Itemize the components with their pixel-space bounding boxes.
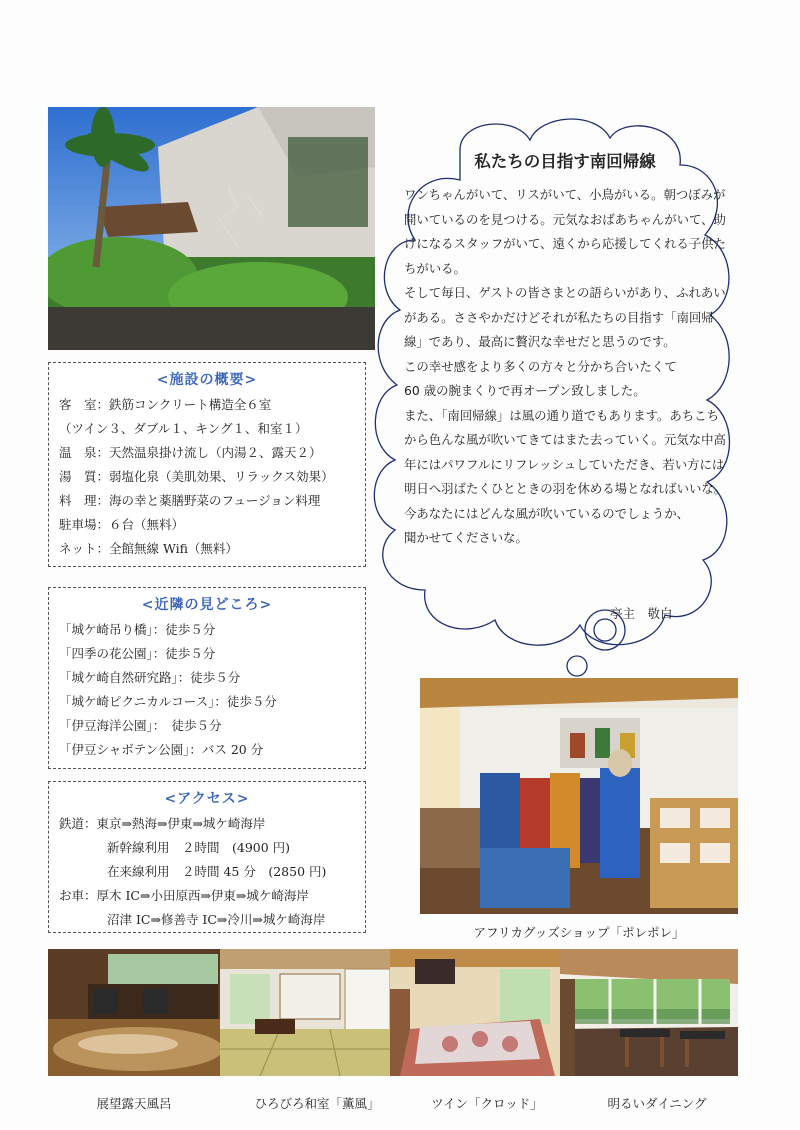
shop-caption: アフリカグッズショップ「ポレポレ」 [473, 925, 685, 940]
message-paragraph: 60 歳の腕まくりで再オープン致しました。 [404, 383, 646, 398]
signature: 亭主 敬白 [610, 606, 673, 621]
sight-row: 「伊豆海洋公園」： 徒歩５分 [59, 718, 222, 733]
sights-box [48, 587, 366, 769]
sight-row: 「伊豆シャボテン公園」：バス 20 分 [59, 742, 264, 757]
facility-row: 料 理：海の幸と薬膳野菜のフュージョン料理 [59, 493, 321, 508]
message-title: 私たちの目指す南回帰線 [474, 152, 656, 171]
dining-caption: 明るいダイニング [607, 1096, 707, 1111]
access-row: お車：厚木 IC⇒小田原西⇒伊東⇒城ケ崎海岸 [59, 888, 309, 903]
facility-row: 湯 質：弱塩化泉（美肌効果、リラックス効果） [59, 469, 334, 484]
access-title: <アクセス> [164, 791, 250, 807]
dining-photo [560, 949, 738, 1076]
message-paragraph: ワンちゃんがいて、リスがいて、小鳥がいる。朝つぼみが開いているのを見つける。元気なおばあちゃんがいて、助けになるスタッフがいて、遠くから応援してくれる子供たちがいる。 [404, 187, 726, 276]
washitsu-caption: ひろびろ和室「薫風」 [254, 1096, 380, 1111]
access-row: 沼津 IC⇒修善寺 IC⇒冷川⇒城ケ崎海岸 [107, 912, 326, 927]
sight-row: 「四季の花公園」：徒歩５分 [59, 646, 216, 661]
message-body [404, 183, 730, 551]
bath-caption: 展望露天風呂 [96, 1096, 172, 1111]
facility-title: <施設の概要> [156, 372, 258, 388]
twin-caption: ツイン「クロッド」 [431, 1096, 543, 1111]
building-photo [48, 107, 375, 350]
message-paragraph: この幸せ感をより多くの方々と分かち合いたくて [404, 358, 677, 374]
facility-row: 温 泉：天然温泉掛け流し（内湯２、露天２） [59, 445, 322, 460]
message-paragraph: 今あなたにはどんな風が吹いているのでしょうか、 [404, 505, 689, 521]
bath-photo [48, 949, 220, 1076]
washitsu-photo [220, 949, 390, 1076]
access-row: 鉄道：東京⇒熱海⇒伊東⇒城ケ崎海岸 [59, 816, 266, 831]
facility-row: 駐車場：６台（無料） [59, 517, 185, 532]
facility-row: ネット：全館無線 Wifi（無料） [59, 541, 238, 556]
sight-row: 「城ケ崎自然研究路」：徒歩５分 [59, 670, 241, 685]
message-paragraph: また、「南回帰線」は風の通り道でもあります。あちこちから色んな風が吹いてきてはまた去っていく。元気な中高年にはパワフルにリフレッシュしていただき、若い方には明日へ羽ばたくひとときの羽を休める場となればいいな。 [404, 407, 727, 496]
sights-title: <近隣の見どころ> [141, 597, 273, 613]
facility-box [48, 362, 366, 567]
message-paragraph: そして毎日、ゲストの皆さまとの語らいがあり、ふれあいがある。ささやかだけどそれが私たちの目指す「南回帰線」であり、最高に贅沢な幸せだと思うのです。 [404, 285, 726, 349]
access-row: 在来線利用 ２時間 45 分 (2850 円) [107, 864, 327, 879]
sight-row: 「城ケ崎ピクニカルコース」：徒歩５分 [59, 694, 277, 709]
facility-row: （ツイン３、ダブル１、キング１、和室１） [59, 421, 308, 436]
sight-row: 「城ケ崎吊り橋」：徒歩５分 [59, 622, 216, 637]
access-row: 新幹線利用 ２時間 (4900 円) [107, 840, 291, 855]
facility-row: 客 室：鉄筋コンクリート構造全６室 [59, 397, 272, 412]
message-paragraph: 聞かせてくださいな。 [404, 530, 528, 545]
access-box [48, 781, 366, 933]
shop-photo [420, 678, 738, 914]
twin-photo [390, 949, 560, 1076]
